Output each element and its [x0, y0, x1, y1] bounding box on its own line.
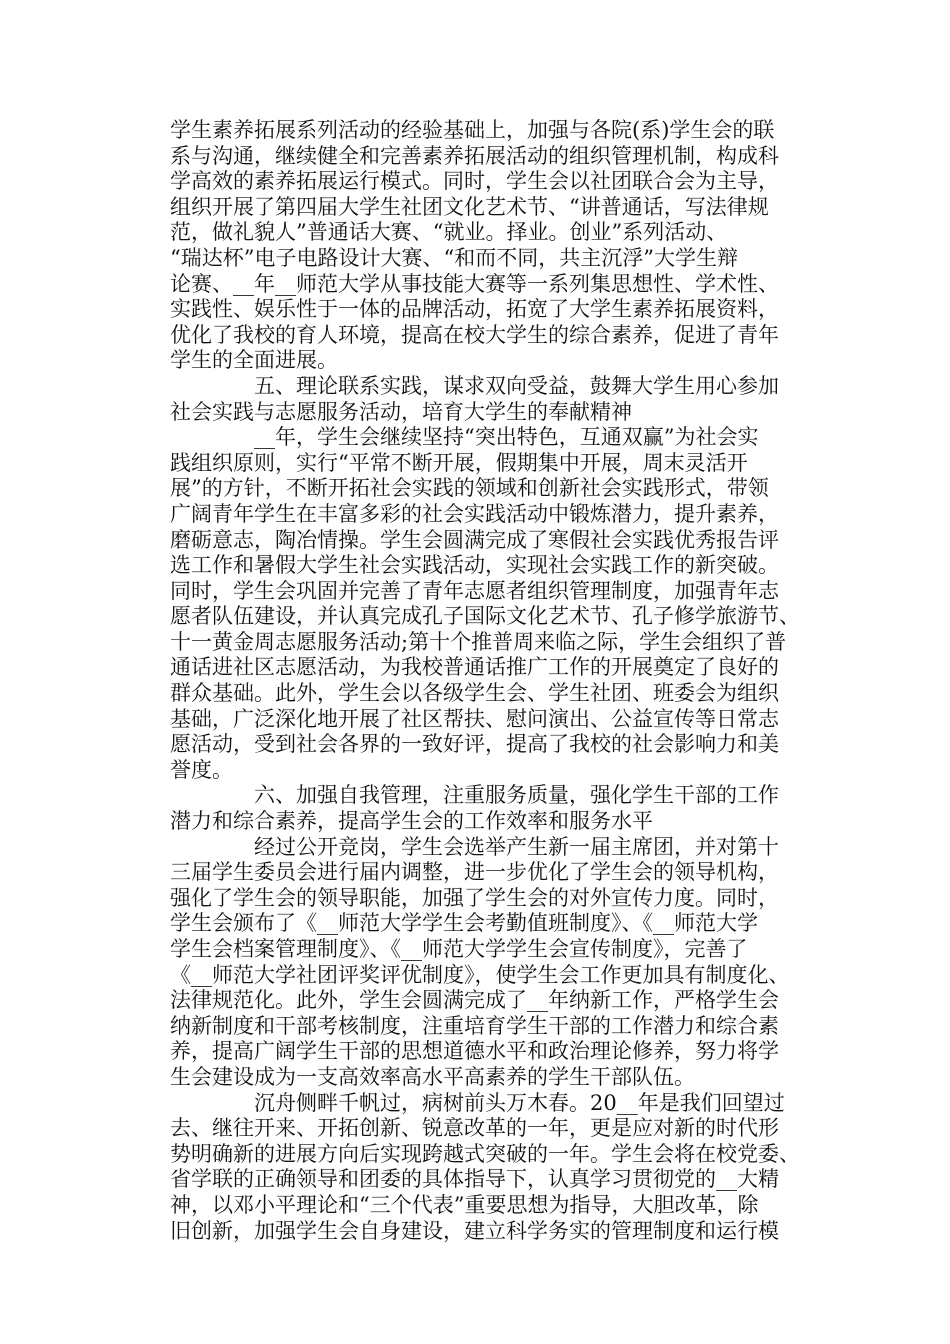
- section-heading-line: 六、加强自我管理，注重服务质量，强化学生干部的工作: [254, 783, 779, 808]
- text-line: 愿者队伍建设，并认真完成孔子国际文化艺术节、孔子修学旅游节、: [170, 604, 800, 629]
- text-line: 展”的方针，不断开拓社会实践的领域和创新社会实践形式，带领: [170, 476, 769, 501]
- text-line: 强化了学生会的领导职能，加强了学生会的对外宣传力度。同时，: [170, 885, 779, 910]
- text-line: 论赛、__年__师范大学从事技能大赛等一系列集思想性、学术性、: [170, 271, 779, 296]
- text-line: 神，以邓小平理论和“三个代表”重要思想为指导，大胆改革，除: [170, 1192, 759, 1217]
- section-heading-line: 潜力和综合素养，提高学生会的工作效率和服务水平: [170, 809, 653, 834]
- paragraph-first-line: 经过公开竞岗，学生会选举产生新一届主席团，并对第十: [254, 834, 779, 859]
- text-line: 愿活动，受到社会各界的一致好评，提高了我校的社会影响力和美: [170, 732, 779, 757]
- text-line: 群众基础。此外，学生会以各级学生会、学生社团、班委会为组织: [170, 681, 779, 706]
- text-line: 学高效的素养拓展运行模式。同时，学生会以社团联合会为主导，: [170, 169, 779, 194]
- text-line: 践组织原则，实行“平常不断开展，假期集中开展，周末灵活开: [170, 450, 748, 475]
- text-line: 选工作和暑假大学生社会实践活动，实现社会实践工作的新突破。: [170, 553, 779, 578]
- section-heading-line: 五、理论联系实践，谋求双向受益，鼓舞大学生用心参加: [254, 373, 779, 398]
- text-line: 旧创新，加强学生会自身建设，建立科学务实的管理制度和运行模: [170, 1218, 779, 1243]
- section-heading-line: 社会实践与志愿服务活动，培育大学生的奉献精神: [170, 399, 632, 424]
- text-line: 生会建设成为一支高效率高水平高素养的学生干部队伍。: [170, 1064, 695, 1089]
- text-line: “瑞达杯”电子电路设计大赛、“和而不同，共主沉浮”大学生辩: [170, 245, 738, 270]
- text-line: 学生会颁布了《__师范大学学生会考勤值班制度》、《__师范大学: [170, 911, 758, 936]
- text-line: 誉度。: [170, 757, 233, 782]
- text-line: 磨砺意志，陶冶情操。学生会圆满完成了寒假社会实践优秀报告评: [170, 527, 779, 552]
- text-line: 基础，广泛深化地开展了社区帮扶、慰问演出、公益宣传等日常志: [170, 706, 779, 731]
- text-line: 通话进社区志愿活动，为我校普通话推广工作的开展奠定了良好的: [170, 655, 779, 680]
- text-line: 同时，学生会巩固并完善了青年志愿者组织管理制度，加强青年志: [170, 578, 779, 603]
- text-line: 养，提高广阔学生干部的思想道德水平和政治理论修养，努力将学: [170, 1039, 779, 1064]
- text-line: 优化了我校的育人环境，提高在校大学生的综合素养，促进了青年: [170, 322, 779, 347]
- document-body: [170, 118, 800, 1244]
- paragraph-first-line: 沉舟侧畔千帆过，病树前头万木春。20__年是我们回望过: [254, 1090, 785, 1115]
- paragraph-first-line: __年，学生会继续坚持“突出特色，互通双赢”为社会实: [254, 425, 759, 450]
- text-line: 学生会档案管理制度》、《__师范大学学生会宣传制度》，完善了: [170, 937, 748, 961]
- text-line: 省学联的正确领导和团委的具体指导下，认真学习贯彻党的__大精: [170, 1167, 779, 1192]
- text-line: 学生的全面进展。: [170, 348, 338, 373]
- text-line: 实践性、娱乐性于一体的品牌活动，拓宽了大学生素养拓展资料，: [170, 297, 779, 322]
- text-line: 范，做礼貌人”普通话大赛、“就业。择业。创业”系列活动、: [170, 220, 728, 245]
- text-line: 三届学生委员会进行届内调整，进一步优化了学生会的领导机构，: [170, 860, 779, 885]
- text-line: 十一黄金周志愿服务活动;第十个推普周来临之际，学生会组织了普: [170, 629, 787, 654]
- text-line: 广阔青年学生在丰富多彩的社会实践活动中锻炼潜力，提升素养，: [170, 501, 779, 526]
- text-line: 纳新制度和干部考核制度，注重培育学生干部的工作潜力和综合素: [170, 1013, 779, 1038]
- text-line: 组织开展了第四届大学生社团文化艺术节、“讲普通话，写法律规: [170, 194, 769, 219]
- text-line: 学生素养拓展系列活动的经验基础上，加强与各院(系)学生会的联: [170, 118, 775, 142]
- text-line: 《__师范大学社团评奖评优制度》，使学生会工作更加具有制度化、: [170, 962, 790, 987]
- text-line: 法律规范化。此外，学生会圆满完成了__年纳新工作，严格学生会: [170, 988, 779, 1013]
- text-line: 势明确新的进展方向后实现跨越式突破的一年。学生会将在校党委、: [170, 1141, 800, 1166]
- text-line: 去、继往开来、开拓创新、锐意改革的一年，更是应对新的时代形: [170, 1116, 779, 1141]
- text-line: 系与沟通，继续健全和完善素养拓展活动的组织管理机制，构成科: [170, 143, 779, 168]
